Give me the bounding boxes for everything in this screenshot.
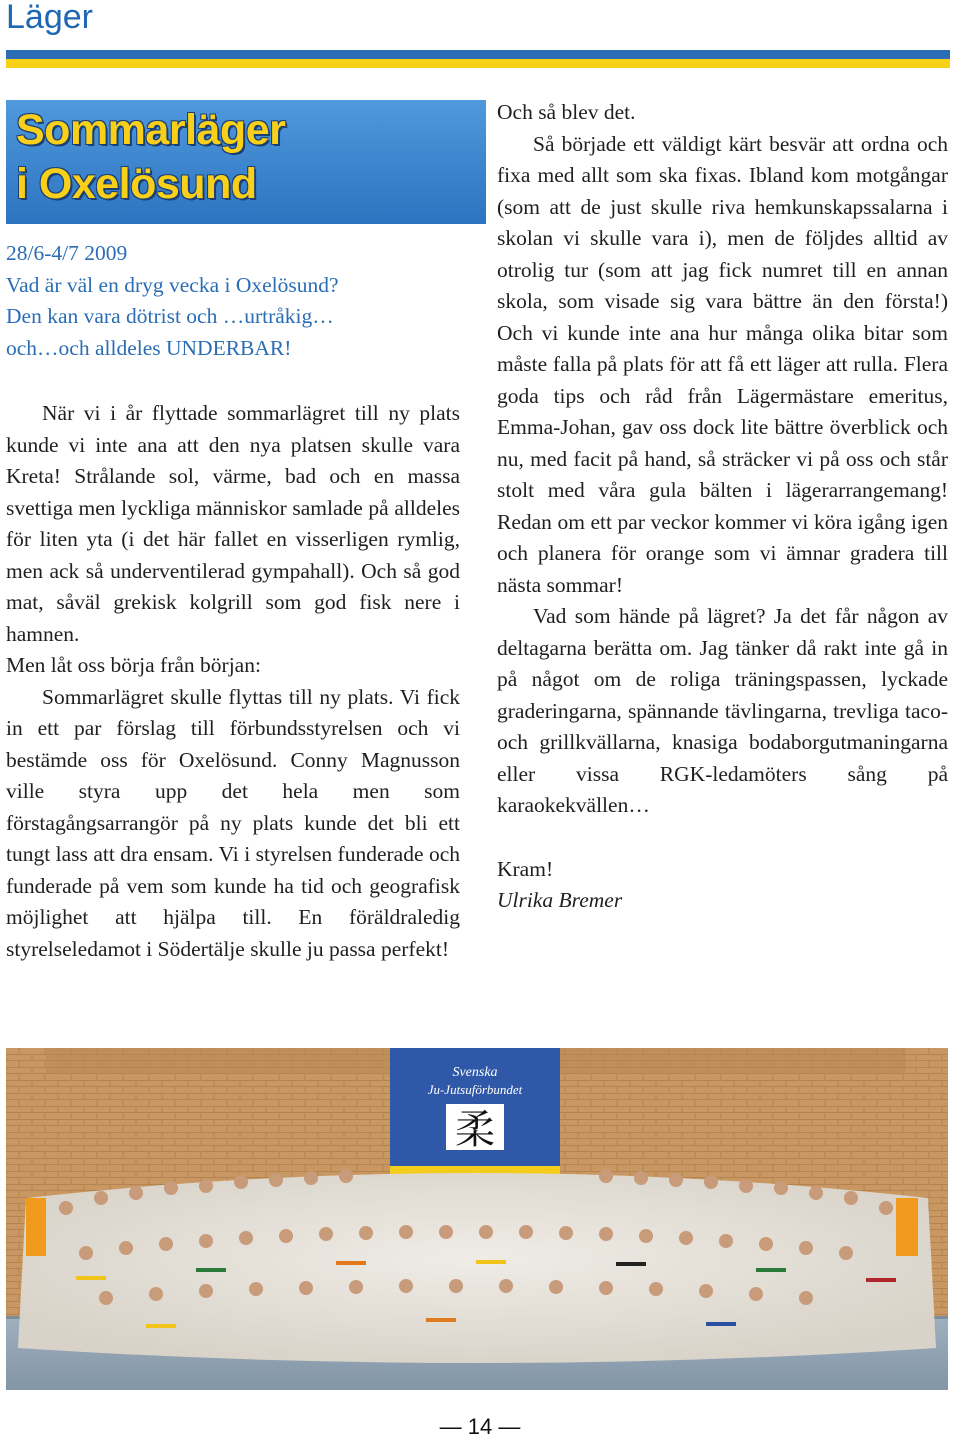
author-signature: Ulrika Bremer [497,888,623,912]
article-column-left [6,398,460,965]
section-label: Läger [6,0,93,36]
header-rule-yellow [6,59,950,68]
article-date: 28/6-4/7 2009 [6,241,128,265]
article-intro [6,238,460,364]
intro-line: Den kan vara dötrist och …urtråkig… [6,304,334,328]
body-paragraph: Men låt oss börja från början: [6,653,261,677]
group-photo-illustration [6,1048,948,1390]
body-paragraph: Och så blev det. [497,100,636,124]
body-paragraph: Sommarlägret skulle flyttas till ny plats. Vi fick in ett par förslag till förbundsstyrelsen och vi bestämde oss för Oxelösund. Conny Magnusson ville styra upp det hela men som förstagångsarrangör på ny plats kunde det bli ett tungt lass att dra ensam. Vi i styrelsen funderade och funderade på vem som kunde ha tid och geografisk möjlighet att hjälpa till. En föräldraledig styrelseledamot i Södertälje skulle ju passa perfekt! [6,684,460,961]
article-title-line-2: i Oxelösund [16,160,257,208]
body-paragraph: Vad som hände på lägret? Ja det får någon av deltagarna berätta om. Jag tänker då rakt inte gå in på något om de roliga träningspassen, lyckade graderingarna, spännande tävlingarna, trevliga taco- och grillkvällarna, knasiga bodaborgutmaningarna eller vissa RGK-ledamöters sång på karaokekvällen… [497,604,948,817]
page-number: — 14 — [439,1414,521,1439]
intro-line: Vad är väl en dryg vecka i Oxelösund? [6,272,339,297]
body-paragraph: När vi i år flyttade sommarlägret till ny plats kunde vi inte ana att den nya platsen skulle vara Kreta! Strålande sol, värme, bad och en massa svettiga men lyckliga människor samlade på alldeles för liten yta (i det här fallet en visserligen rymlig, men ack så underventilerad gympahall). Och så god mat, såväl grekisk kolgrill som god fisk nere i hamnen. [6,401,460,646]
body-paragraph: Så började ett väldigt kärt besvär att ordna och fixa med allt som ska fixas. Ibland kom motgångar (som att de just skulle riva hemkunskapssalarna i skolan vi skulle vara i), men de följdes alltid av otrolig tur (som att jag fick numret till en annan skola, som visade sig vara bättre än den första!) Och vi kunde inte ana hur många olika bitar som måste falla på plats för att få ett läger att rulla. Flera goda tips och råd från Lägermästare emeritus, Emma-Johan, gav oss dock lite bättre överblick och nu, med facit på hand, så sträcker vi på oss och står stolt med våra gula bälten i lägerarrangemang! Redan om ett par veckor kommer vi köra igång igen och planera för orange som vi ämnar gradera till nästa sommar! [497,131,948,597]
article-title-line-1: Sommarläger [16,106,286,154]
header-rule-blue [6,50,950,59]
banner-text-2: Ju-Jutsuförbundet [427,1082,523,1097]
intro-line: och…och alldeles UNDERBAR! [6,335,292,360]
article-column-right [497,97,948,917]
banner-kanji: 柔 [455,1107,495,1153]
closing-greeting: Kram! [497,856,554,881]
banner-text-1: Svenska [452,1065,498,1080]
group-photo [6,1048,948,1390]
